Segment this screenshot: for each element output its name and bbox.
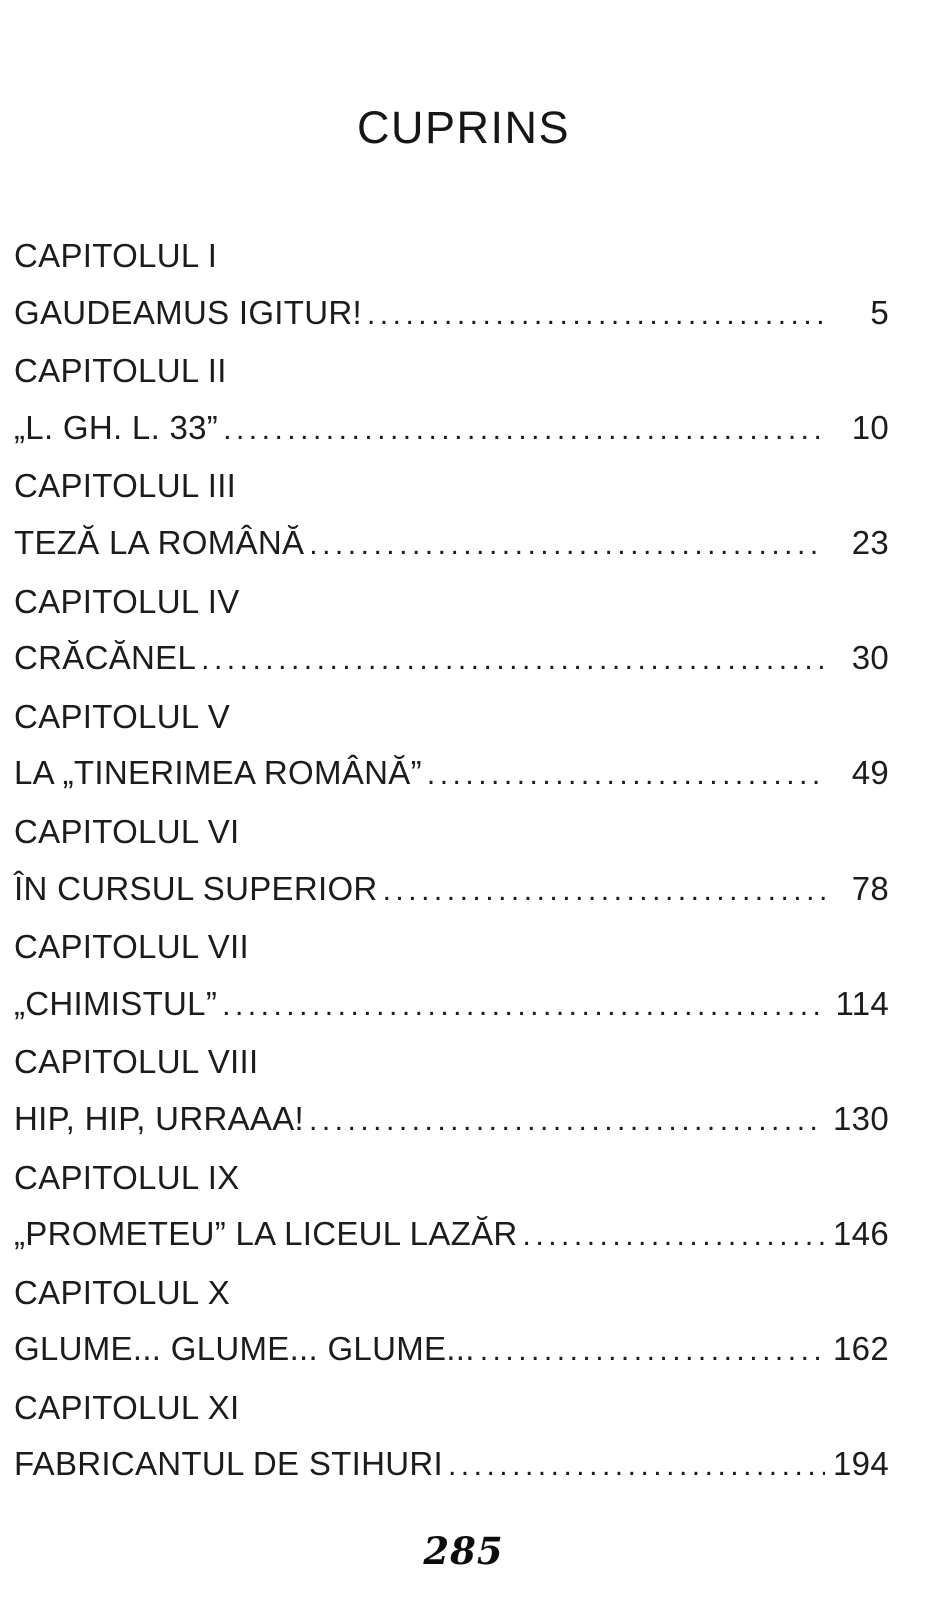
toc-entry <box>14 228 889 343</box>
chapter-label: CAPITOLUL VIII <box>14 1043 259 1081</box>
chapter-title-line <box>14 861 889 920</box>
toc-entry <box>14 343 889 458</box>
dot-leader <box>222 978 825 1035</box>
chapter-title-line <box>14 400 889 459</box>
chapter-title-line <box>14 1091 889 1150</box>
chapter-title: CRĂCĂNEL <box>14 639 197 677</box>
page-number: 130 <box>833 1099 889 1137</box>
chapter-title-line <box>14 1436 889 1495</box>
chapter-title: FABRICANTUL DE STIHURI <box>14 1445 443 1483</box>
chapter-label: CAPITOLUL I <box>14 237 218 274</box>
toc-entry <box>14 458 889 573</box>
toc-entry <box>14 689 889 804</box>
dot-leader <box>383 863 825 920</box>
chapter-title-line <box>14 1321 889 1380</box>
chapter-label: CAPITOLUL XI <box>14 1388 240 1426</box>
chapter-label: CAPITOLUL II <box>14 352 227 390</box>
dot-leader <box>309 517 825 574</box>
page-number: 78 <box>851 869 889 907</box>
chapter-label: CAPITOLUL V <box>14 697 231 735</box>
page-number: 30 <box>851 639 889 677</box>
page-number: 162 <box>833 1330 889 1368</box>
chapter-title-line <box>14 745 889 804</box>
page-number: 194 <box>833 1445 889 1483</box>
chapter-label: CAPITOLUL VII <box>14 928 249 966</box>
chapter-title-line <box>14 630 889 689</box>
toc-entry <box>14 574 889 689</box>
page-number: 23 <box>851 523 889 561</box>
dot-leader <box>309 1093 825 1150</box>
chapter-title: GAUDEAMUS IGITUR! <box>14 293 362 331</box>
chapter-label: CAPITOLUL X <box>14 1273 231 1311</box>
chapter-title: HIP, HIP, URRAAA! <box>14 1099 304 1137</box>
dot-leader <box>223 402 825 459</box>
toc-entry <box>14 804 889 919</box>
chapter-title: „PROMETEU” LA LICEUL LAZĂR <box>14 1215 518 1253</box>
page-number: 10 <box>851 408 889 446</box>
page-number: 114 <box>835 984 889 1022</box>
page-title: CUPRINS <box>356 102 571 153</box>
page-number: 146 <box>833 1215 889 1253</box>
chapter-title: GLUME... GLUME... GLUME... <box>14 1330 475 1368</box>
chapter-title-line <box>14 515 889 574</box>
toc-entry <box>14 919 889 1034</box>
dot-leader <box>201 632 825 689</box>
chapter-title: LA „TINERIMEA ROMÂNĂ” <box>14 754 422 792</box>
chapter-title-line <box>14 976 889 1035</box>
toc-entry <box>14 1265 889 1380</box>
toc-entry <box>14 1034 889 1149</box>
page-number: 5 <box>870 293 889 331</box>
toc-list <box>0 228 927 1495</box>
chapter-label: CAPITOLUL IV <box>14 582 240 620</box>
chapter-title: TEZĂ LA ROMÂNĂ <box>14 523 305 561</box>
dot-leader <box>523 1208 825 1265</box>
chapter-title: ÎN CURSUL SUPERIOR <box>14 869 378 907</box>
dot-leader <box>448 1438 825 1495</box>
chapter-title: „L. GH. L. 33” <box>14 408 219 446</box>
toc-entry <box>14 1150 889 1265</box>
toc-entry <box>14 1380 889 1495</box>
dot-leader <box>480 1323 825 1380</box>
page-number: 49 <box>851 754 889 792</box>
chapter-label: CAPITOLUL III <box>14 467 237 505</box>
dot-leader <box>427 747 825 804</box>
chapter-title-line <box>14 285 889 344</box>
chapter-title: „CHIMISTUL” <box>14 984 218 1022</box>
chapter-label: CAPITOLUL IX <box>14 1158 240 1196</box>
dot-leader <box>367 287 825 344</box>
chapter-title-line <box>14 1206 889 1265</box>
chapter-label: CAPITOLUL VI <box>14 812 240 850</box>
folio-page-number: 285 <box>423 1529 504 1574</box>
